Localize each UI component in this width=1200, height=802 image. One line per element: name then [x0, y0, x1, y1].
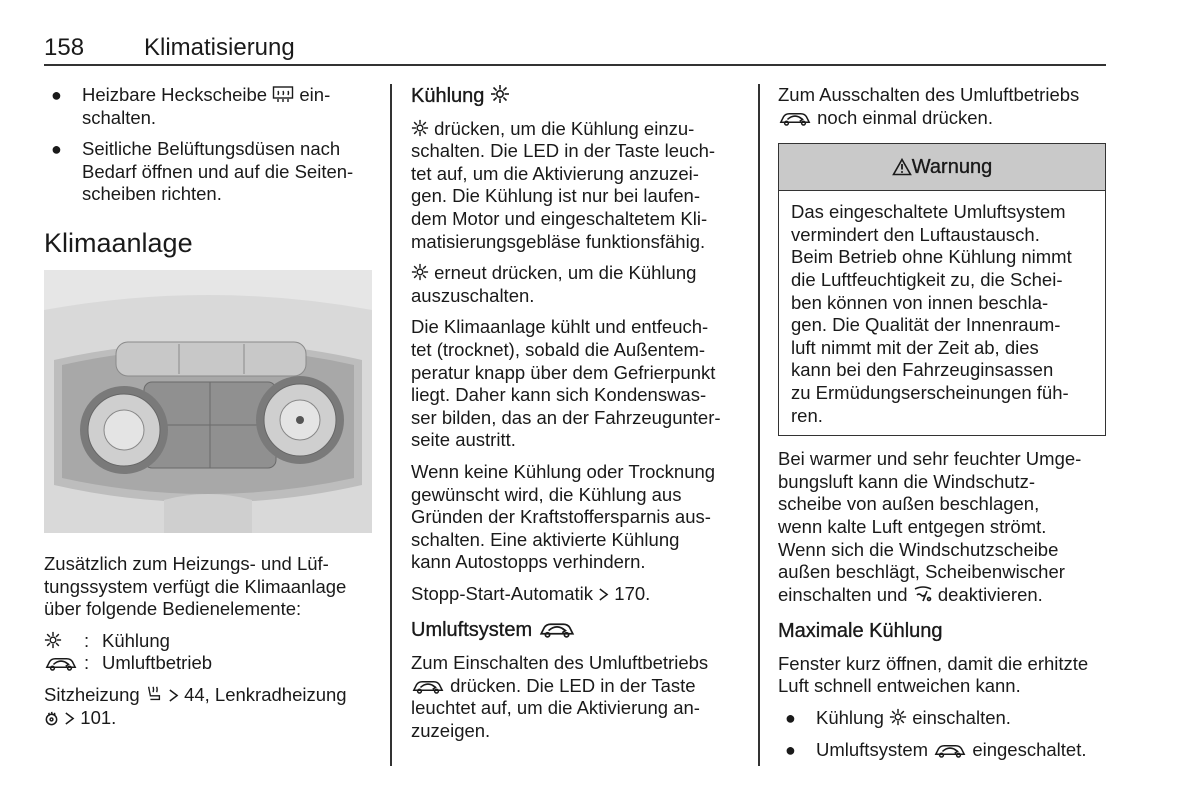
intro-paragraph: Zusätzlich zum Heizungs- und Lüf- tungssystem verfügt die Klimaanlage über folgende Bedienelemente:: [44, 553, 347, 620]
bullet-dot: ●: [51, 85, 62, 105]
arrow-icon: [64, 711, 75, 726]
chapter-title: Klimatisierung: [144, 34, 295, 61]
snowflake-icon: [44, 631, 62, 649]
legend-row: [44, 630, 379, 653]
list-item: [44, 84, 379, 129]
steering-wheel-heating-icon: [44, 711, 59, 726]
legend-row: [44, 652, 379, 675]
wheel-ref-text: 101.: [80, 706, 117, 728]
legend-label: Umluftbetrieb: [102, 652, 213, 674]
bullet-dot: ●: [51, 139, 62, 160]
legend-colon: :: [84, 629, 90, 651]
column-2: [411, 84, 746, 751]
bullet-text: Heizbare Heckscheibe: [82, 84, 268, 105]
wiper-icon: [913, 585, 933, 603]
column-1-lower: [44, 553, 379, 738]
paragraph: [411, 262, 746, 307]
paragraph-text: erneut drücken, um die Kühlung auszuschalten.: [411, 262, 697, 306]
stop-start-ref: 170.: [614, 582, 651, 604]
paragraph: [778, 448, 1106, 606]
max-cooling-heading: Maximale Kühlung: [778, 620, 943, 643]
paragraph: [411, 583, 746, 606]
paragraph-text: Zum Einschalten des Umluftbetriebs: [411, 652, 709, 674]
warning-title: Warnung: [911, 155, 993, 178]
paragraph-text: Bei warmer und sehr feuchter Umge- bungsluft kann die Windschutz- scheibe von außen beschlagen, wenn kalte Luft entgegen strömt. Wenn sich die Windschutzscheibe außen beschlägt, Scheibenwischer einschalten und: [778, 448, 1082, 605]
warning-body: Das eingeschaltete Umluftsystem vermindert den Luftaustausch. Beim Betrieb ohne Kühlung nimmt die Luftfeuchtigkeit zu, die Schei- ben können von innen beschla- gen. Die Qualität der Innenraum- luft nimmt mit der Zeit ab, dies kann bei den Fahrzeuginsassen zu Ermüdungserscheinungen füh- ren.: [791, 201, 1072, 426]
list-item: [44, 138, 379, 206]
paragraph: Wenn keine Kühlung oder Trocknung gewünscht wird, die Kühlung aus Gründen der Kraftstoffersparnis aus- schalten. Eine aktivierte Kühlung kann Autostopps verhindern.: [411, 460, 716, 573]
paragraph: Fenster kurz öffnen, damit die erhitzte Luft schnell entweichen kann.: [778, 652, 1089, 697]
arrow-icon: [598, 587, 609, 602]
legend-colon: :: [84, 652, 90, 674]
paragraph-text: deaktivieren.: [937, 583, 1043, 605]
bullet-dot: ●: [785, 739, 796, 760]
recirculation-icon: [778, 109, 812, 126]
stop-start-text: Stopp-Start-Automatik: [411, 582, 593, 604]
column-divider-1: [390, 84, 392, 766]
recirculation-heading: [411, 619, 746, 642]
paragraph-text: drücken. Die LED in der Taste leuchtet auf, um die Aktivierung an- zuzeigen.: [411, 674, 700, 741]
heating-paragraph: [44, 684, 379, 729]
bullet-text: Umluftsystem: [816, 738, 929, 760]
snowflake-icon: [411, 119, 429, 137]
bullet-dot: ●: [785, 708, 796, 729]
cooling-heading: [411, 84, 746, 108]
bullet-text: Seitliche Belüftungsdüsen nach Bedarf öffnen und auf die Seiten- scheiben richten.: [82, 138, 354, 205]
list-item: [778, 707, 1106, 730]
warning-triangle-icon: [892, 158, 912, 176]
bullet-text: eingeschaltet.: [972, 738, 1087, 760]
warning-box: [778, 143, 1106, 436]
snowflake-icon: [411, 263, 429, 281]
arrow-icon: [168, 688, 179, 703]
column-1: [44, 84, 379, 215]
climate-control-panel-image: [44, 270, 372, 533]
header-rule: [44, 64, 1106, 66]
recirculation-icon: [44, 654, 78, 671]
paragraph: [778, 84, 1106, 129]
page-header: [44, 34, 1106, 64]
bullet-text: Kühlung: [816, 707, 884, 729]
snowflake-icon: [889, 708, 907, 726]
recirculation-icon: [933, 741, 967, 758]
page-number: 158: [44, 34, 85, 61]
recirculation-icon: [411, 677, 445, 694]
column-3: [778, 84, 1106, 770]
seat-heating-icon: [145, 685, 163, 703]
snowflake-icon: [490, 84, 510, 104]
bullet-text: einschalten.: [912, 707, 1011, 729]
seat-ref-text: 44, Lenkradheizung: [184, 683, 347, 705]
paragraph: [411, 652, 746, 742]
seat-heating-text: Sitzheizung: [44, 683, 140, 705]
paragraph: Die Klimaanlage kühlt und entfeuch- tet (trocknet), sobald die Außentem- peratur knapp über dem Gefrierpunkt liegt. Daher kann sich Kondenswas- ser bilden, das an der Fahrzeugunter- seite austritt.: [411, 316, 721, 451]
recirculation-icon: [538, 619, 576, 638]
warning-header: [779, 144, 1105, 191]
recirculation-title: Umluftsystem: [411, 619, 533, 642]
rear-window-heating-icon: [272, 85, 294, 103]
paragraph-text: Zum Ausschalten des Umluftbetriebs: [778, 84, 1080, 105]
paragraph: [411, 118, 746, 254]
legend-label: Kühlung: [102, 629, 170, 651]
section-title: Klimaanlage: [44, 228, 193, 258]
bullet-text: ein- schalten.: [82, 84, 331, 128]
paragraph-text: drücken, um die Kühlung einzu- schalten. Die LED in der Taste leuch- tet auf, um die Aktivierung anzuzei- gen. Die Kühlung ist nur bei laufen- dem Motor und eingeschaltetem Kli- matisierungsgebläse funktionsfähig.: [411, 117, 716, 252]
column-divider-2: [758, 84, 760, 766]
list-item: [778, 739, 1106, 762]
cooling-title: Kühlung: [411, 85, 485, 107]
paragraph-text: noch einmal drücken.: [817, 106, 993, 128]
